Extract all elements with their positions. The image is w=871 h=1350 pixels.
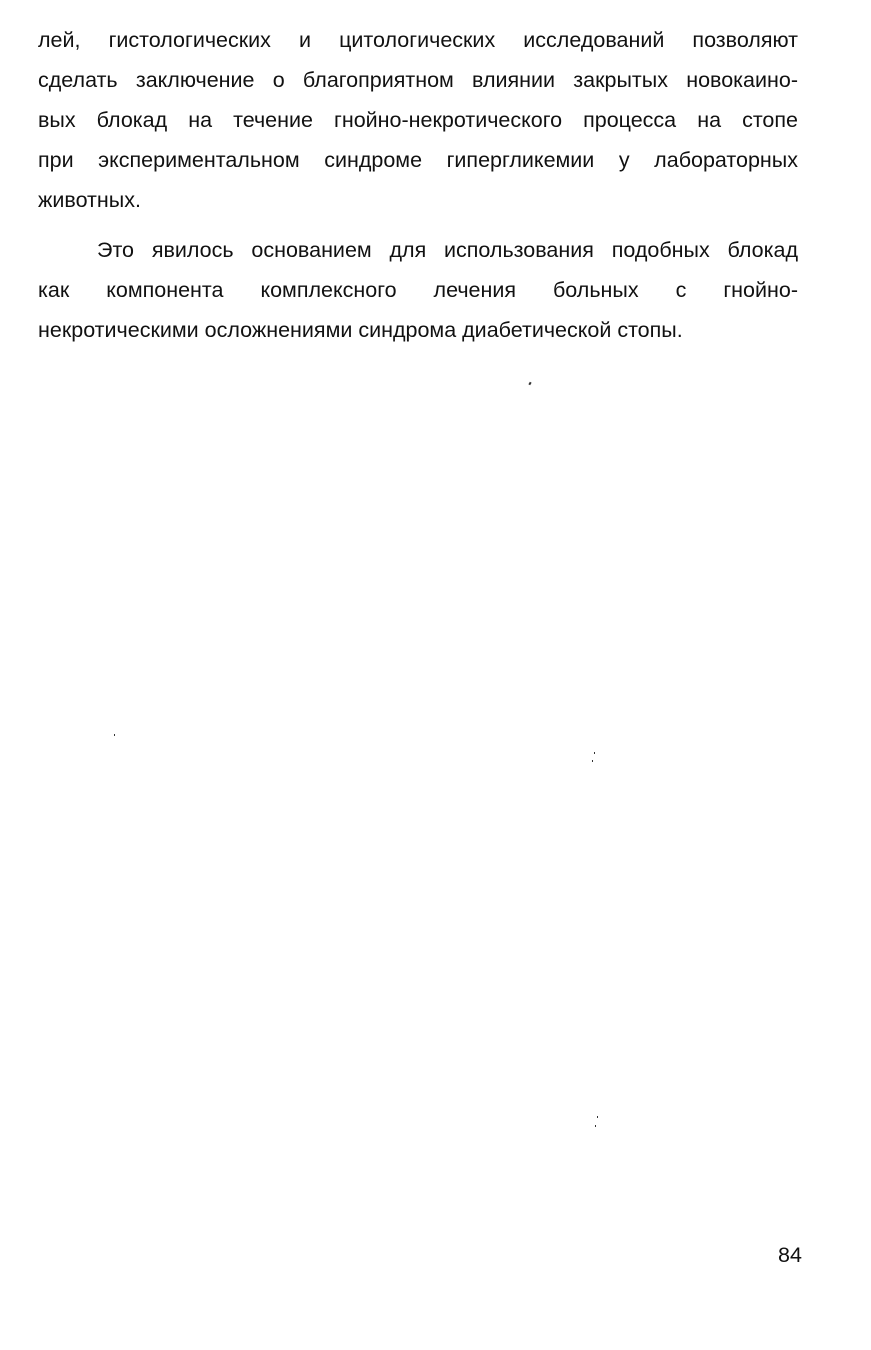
scan-speck <box>597 1116 598 1118</box>
page-number: 84 <box>778 1243 802 1267</box>
text-line: Это явилось основанием для использования подобных блокад <box>97 238 798 262</box>
scan-speck <box>114 734 115 736</box>
text-line: при экспериментальном синдроме гипергликемии у лабораторных <box>38 148 798 172</box>
text-line: животных. <box>38 188 141 212</box>
text-line: вых блокад на течение гнойно-некротического процесса на стопе <box>38 108 798 132</box>
scan-speck <box>592 760 593 762</box>
text-line: как компонента комплексного лечения больных с гнойно- <box>38 278 798 302</box>
text-line: некротическими осложнениями синдрома диабетической стопы. <box>38 318 683 342</box>
scan-speck <box>595 1125 596 1127</box>
text-line: лей, гистологических и цитологических исследований позволяют <box>38 28 798 52</box>
text-line: сделать заключение о благоприятном влиянии закрытых новокаино- <box>38 68 798 92</box>
paragraph-2 <box>38 230 798 350</box>
paragraph-1 <box>38 20 798 220</box>
body-text <box>38 20 798 350</box>
scan-speck <box>528 382 531 386</box>
scan-speck <box>594 752 595 754</box>
